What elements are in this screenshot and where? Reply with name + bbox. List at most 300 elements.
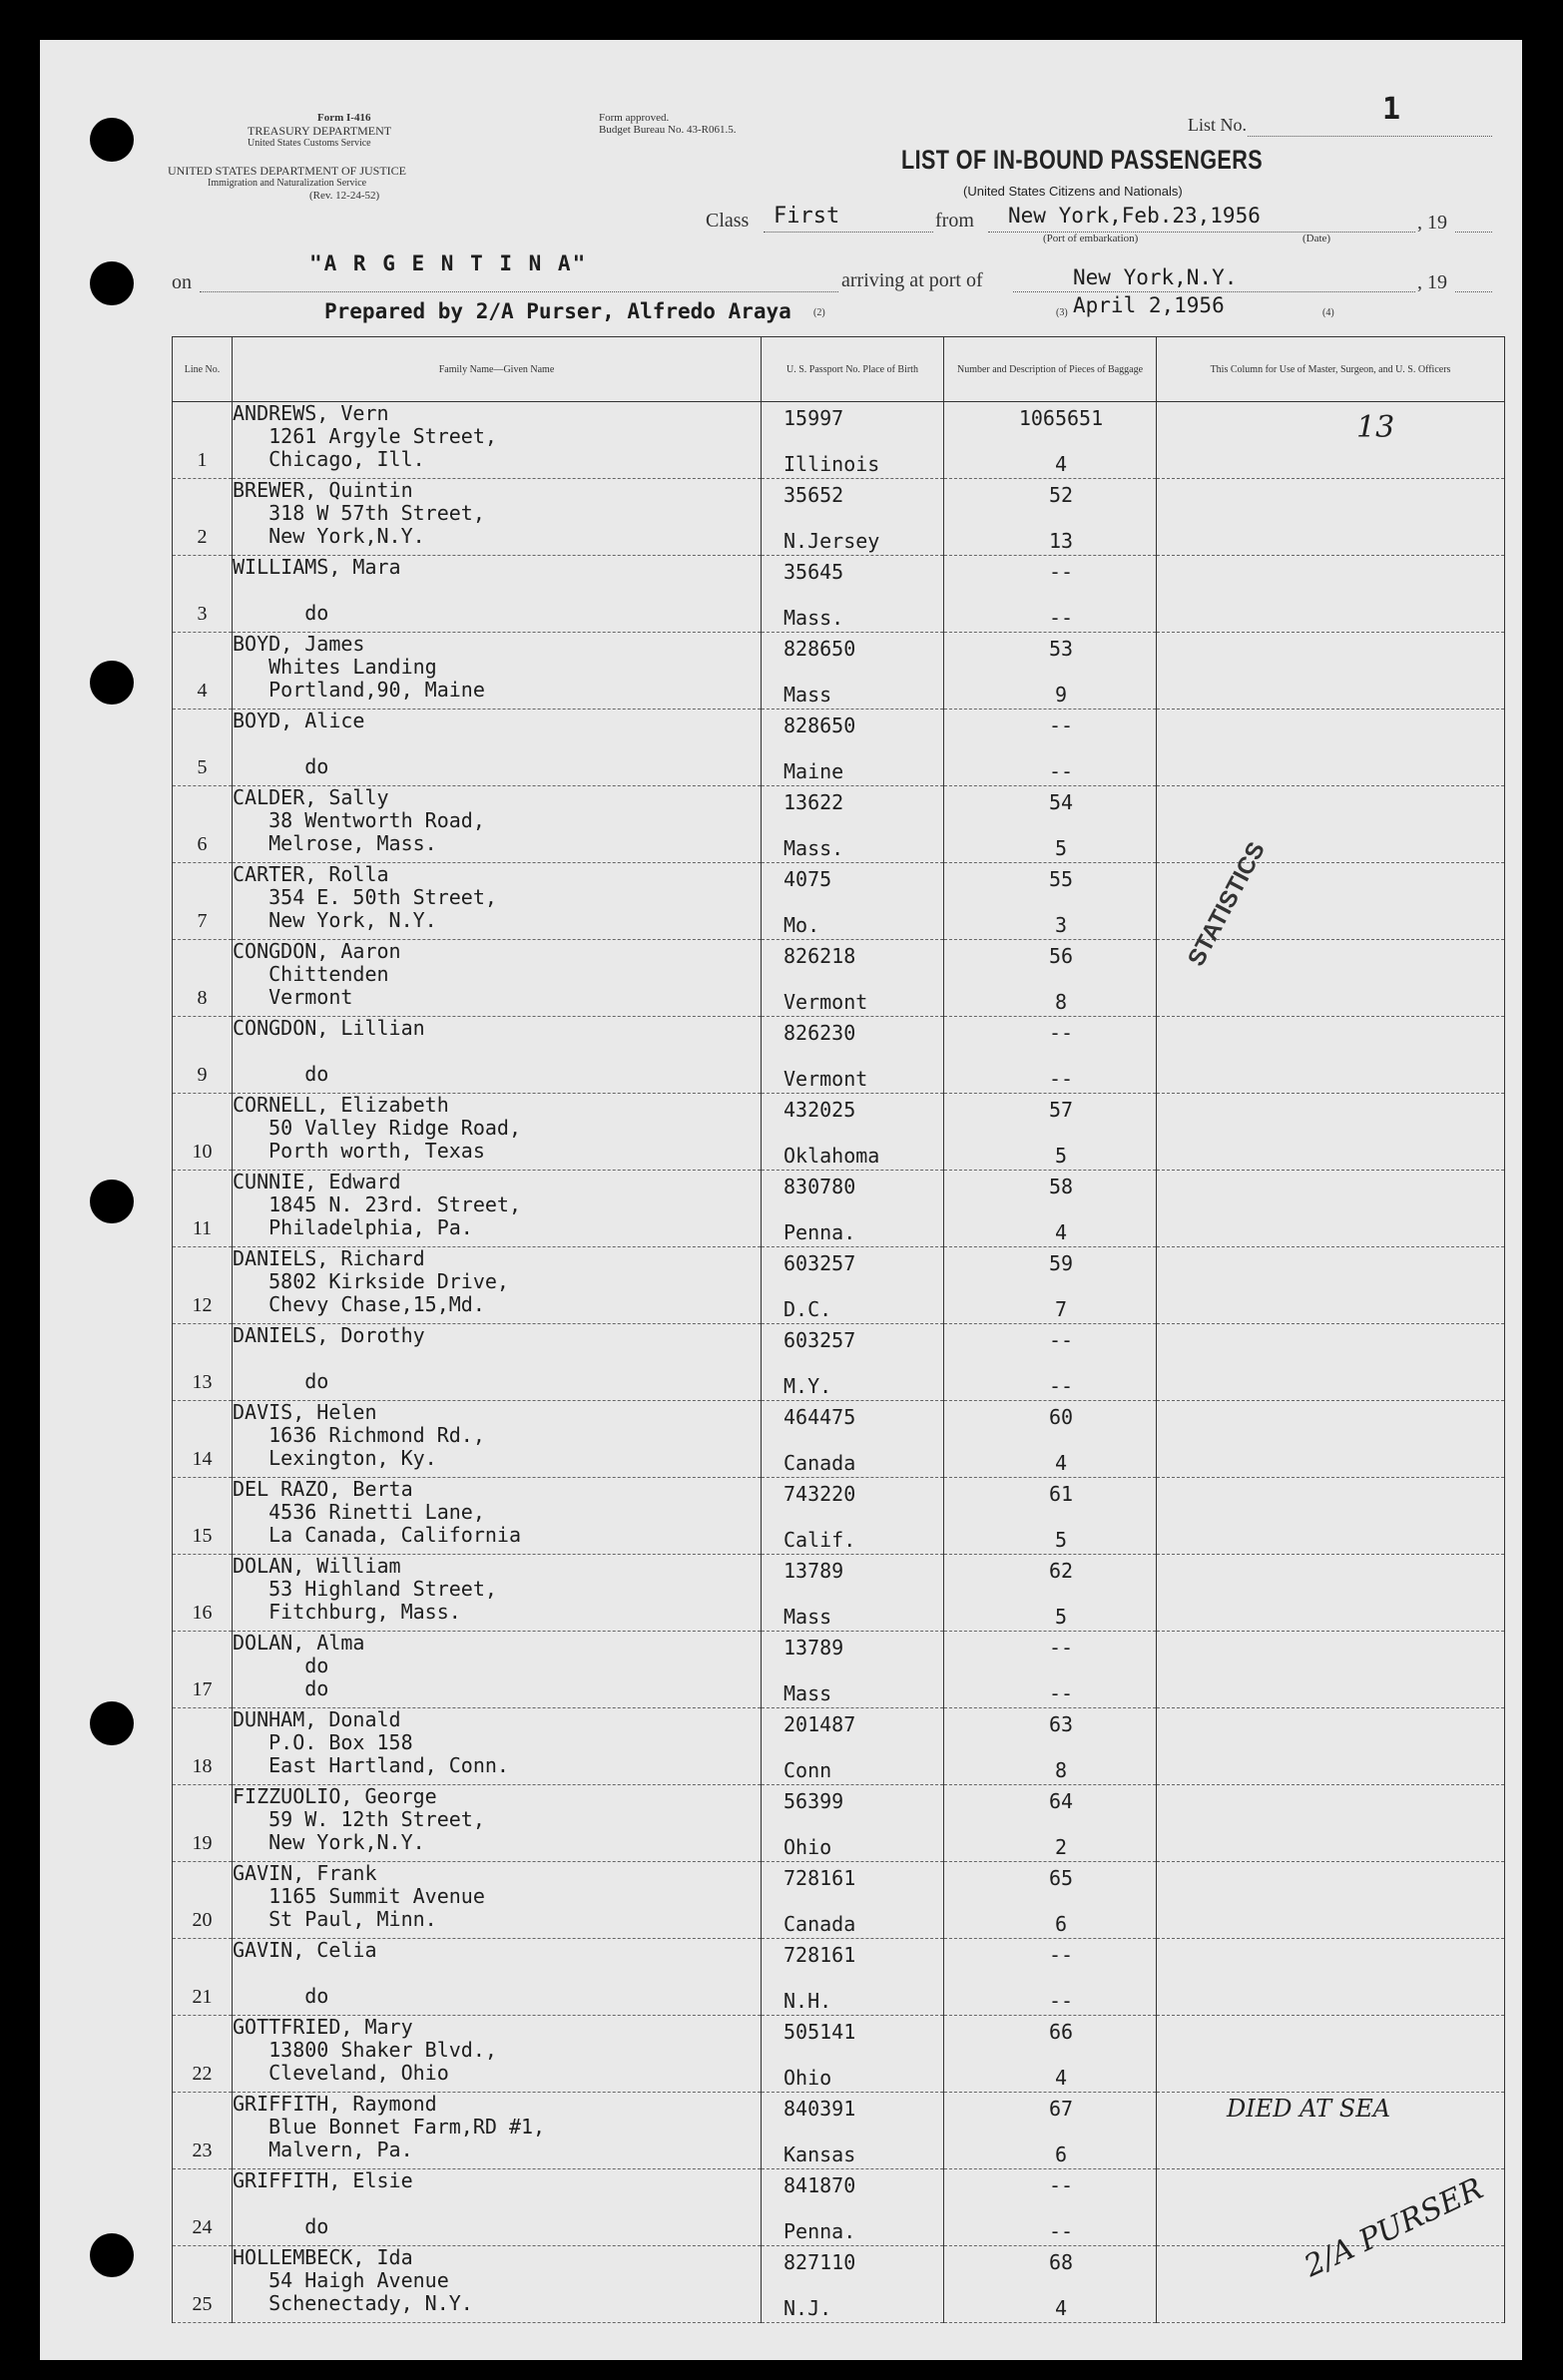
- line-number: 24: [192, 2216, 213, 2238]
- statistics-stamp: STATISTICS: [1183, 837, 1271, 971]
- passport-number: 827110: [783, 2250, 856, 2274]
- list-no-line: [1248, 136, 1492, 137]
- baggage-cell: [944, 1555, 1157, 1632]
- passport-number: 464475: [783, 1405, 856, 1429]
- line-number: 10: [192, 1141, 213, 1163]
- line-number: 11: [192, 1217, 213, 1239]
- passenger-name-address: HOLLEMBECK, Ida 54 Haigh Avenue Schenectady, N.Y.: [233, 2246, 762, 2323]
- place-of-birth: N.Jersey: [783, 529, 880, 553]
- class-label: Class: [706, 210, 750, 232]
- passport-number: 728161: [783, 1943, 856, 1967]
- line-number-cell: [173, 2246, 233, 2323]
- passport-number: 828650: [783, 714, 856, 737]
- place-of-birth: Penna.: [783, 2219, 856, 2243]
- list-no-label: List No.: [1188, 115, 1248, 135]
- table-row: [173, 1171, 1505, 1247]
- port-embarkation-caption: (Port of embarkation): [1043, 233, 1139, 244]
- passport-cell: [762, 1632, 944, 1708]
- baggage-cell: [944, 633, 1157, 710]
- page-subtitle: (United States Citizens and Nationals): [963, 184, 1183, 199]
- passenger-name-address: ANDREWS, Vern 1261 Argyle Street, Chicago, Ill.: [233, 402, 762, 479]
- passport-cell: [762, 1708, 944, 1785]
- baggage-count: 4: [1054, 452, 1068, 476]
- dept-treasury-sub: United States Customs Service: [248, 138, 371, 149]
- passenger-name-address: CARTER, Rolla 354 E. 50th Street, New York, N.Y.: [233, 863, 762, 940]
- baggage-count: 8: [1054, 1758, 1068, 1782]
- baggage-count: --: [1048, 1989, 1074, 2013]
- passport-number: 603257: [783, 1328, 856, 1352]
- table-row: [173, 1017, 1505, 1094]
- line-number-cell: [173, 710, 233, 786]
- line-number-cell: [173, 2016, 233, 2093]
- officer-cell: [1157, 786, 1505, 863]
- revision: (Rev. 12-24-52): [309, 190, 380, 202]
- passport-cell: [762, 786, 944, 863]
- table-row: [173, 1478, 1505, 1555]
- place-of-birth: Ohio: [783, 2066, 832, 2090]
- caption-mark-4: (4): [1322, 307, 1334, 318]
- line-number: 20: [192, 1909, 213, 1931]
- line-number-cell: [173, 479, 233, 556]
- place-of-birth: N.J.: [783, 2296, 832, 2320]
- year-suffix-2: , 19: [1417, 271, 1447, 293]
- line-number-cell: [173, 402, 233, 479]
- table-row: [173, 1708, 1505, 1785]
- col-header-name: Family Name—Given Name: [233, 337, 762, 402]
- baggage-tag: --: [1048, 560, 1074, 584]
- passenger-name-address: BOYD, James Whites Landing Portland,90, Maine: [233, 633, 762, 710]
- table-row: [173, 2169, 1505, 2246]
- baggage-count: 4: [1054, 2066, 1068, 2090]
- on-label: on: [172, 271, 192, 293]
- baggage-count: 8: [1054, 990, 1068, 1014]
- table-row: [173, 633, 1505, 710]
- passport-number: 840391: [783, 2097, 856, 2121]
- line-number: 16: [192, 1602, 213, 1624]
- line-number-cell: [173, 2093, 233, 2169]
- ship-name: "A R G E N T I N A": [309, 251, 588, 275]
- passport-number: 826230: [783, 1021, 856, 1045]
- line-number: 25: [192, 2293, 213, 2315]
- baggage-count: 4: [1054, 2296, 1068, 2320]
- baggage-count: --: [1048, 1374, 1074, 1398]
- baggage-count: 3: [1054, 913, 1068, 937]
- passenger-name-address: WILLIAMS, Mara do: [233, 556, 762, 633]
- dept-justice-sub: Immigration and Naturalization Service: [208, 178, 367, 189]
- passport-cell: [762, 863, 944, 940]
- baggage-tag: 60: [1048, 1405, 1074, 1429]
- passport-cell: [762, 1555, 944, 1632]
- passport-cell: [762, 940, 944, 1017]
- passenger-name-address: DOLAN, William 53 Highland Street, Fitchburg, Mass.: [233, 1555, 762, 1632]
- baggage-tag: --: [1048, 714, 1074, 737]
- officer-cell: [1157, 479, 1505, 556]
- baggage-cell: [944, 1017, 1157, 1094]
- baggage-cell: [944, 2246, 1157, 2323]
- year-suffix-1: , 19: [1417, 212, 1447, 234]
- officer-cell: [1157, 1247, 1505, 1324]
- baggage-cell: [944, 1324, 1157, 1401]
- line-number-cell: [173, 863, 233, 940]
- passport-number: 830780: [783, 1175, 856, 1198]
- table-row: [173, 1632, 1505, 1708]
- line-number-cell: [173, 1632, 233, 1708]
- place-of-birth: Ohio: [783, 1835, 832, 1859]
- place-of-birth: Vermont: [783, 990, 868, 1014]
- officer-cell: [1157, 1862, 1505, 1939]
- line-number: 23: [192, 2140, 213, 2161]
- table-row: [173, 402, 1505, 479]
- baggage-cell: [944, 1478, 1157, 1555]
- passport-number: 56399: [783, 1789, 844, 1813]
- baggage-tag: --: [1048, 1943, 1074, 1967]
- line-number-cell: [173, 786, 233, 863]
- table-row: [173, 1939, 1505, 2016]
- class-value: First: [774, 204, 840, 229]
- baggage-tag: 58: [1048, 1175, 1074, 1198]
- line-number-cell: [173, 633, 233, 710]
- baggage-tag: 53: [1048, 637, 1074, 661]
- line-number-cell: [173, 1401, 233, 1478]
- passport-number: 743220: [783, 1482, 856, 1506]
- passenger-name-address: DANIELS, Dorothy do: [233, 1324, 762, 1401]
- baggage-cell: [944, 940, 1157, 1017]
- table-row: [173, 1094, 1505, 1171]
- officer-cell: [1157, 633, 1505, 710]
- passenger-name-address: CALDER, Sally 38 Wentworth Road, Melrose, Mass.: [233, 786, 762, 863]
- baggage-cell: [944, 710, 1157, 786]
- baggage-tag: 54: [1048, 790, 1074, 814]
- signature-note: 2/A PURSER: [1299, 2170, 1489, 2285]
- dept-justice: UNITED STATES DEPARTMENT OF JUSTICE: [168, 164, 407, 178]
- line-number: 14: [192, 1448, 213, 1470]
- table-row: [173, 940, 1505, 1017]
- line-number: 19: [192, 1832, 213, 1854]
- arrival-port: New York,N.Y.: [1073, 265, 1238, 289]
- passenger-name-address: DAVIS, Helen 1636 Richmond Rd., Lexington, Ky.: [233, 1401, 762, 1478]
- passport-cell: [762, 1862, 944, 1939]
- officer-cell: [1157, 1094, 1505, 1171]
- list-no-value: 1: [1382, 92, 1401, 127]
- officer-cell: [1157, 1708, 1505, 1785]
- place-of-birth: Mass.: [783, 606, 844, 630]
- passport-number: 13789: [783, 1636, 844, 1660]
- baggage-count: --: [1048, 759, 1074, 783]
- line-number-cell: [173, 1785, 233, 1862]
- baggage-count: 5: [1054, 1144, 1068, 1168]
- baggage-cell: [944, 1939, 1157, 2016]
- officer-cell: [1157, 1785, 1505, 1862]
- line-number: 21: [192, 1986, 213, 2008]
- passport-cell: [762, 1478, 944, 1555]
- baggage-count: 9: [1054, 683, 1068, 707]
- baggage-cell: [944, 1708, 1157, 1785]
- passport-cell: [762, 633, 944, 710]
- passport-cell: [762, 1094, 944, 1171]
- officer-cell: [1157, 1324, 1505, 1401]
- baggage-count: 5: [1054, 1528, 1068, 1552]
- baggage-count: 5: [1054, 836, 1068, 860]
- baggage-tag: 63: [1048, 1712, 1074, 1736]
- officer-note: 13: [1356, 410, 1395, 445]
- table-row: [173, 556, 1505, 633]
- baggage-count: 4: [1054, 1220, 1068, 1244]
- baggage-count: 4: [1054, 1451, 1068, 1475]
- date-caption: (Date): [1302, 233, 1331, 244]
- line-number: 12: [192, 1294, 213, 1316]
- passport-number: 603257: [783, 1251, 856, 1275]
- class-line: [764, 232, 933, 233]
- passenger-name-address: CONGDON, Aaron Chittenden Vermont: [233, 940, 762, 1017]
- passenger-name-address: DUNHAM, Donald P.O. Box 158 East Hartland, Conn.: [233, 1708, 762, 1785]
- form-number: Form I-416: [317, 112, 371, 124]
- line-number: 18: [192, 1755, 213, 1777]
- passport-cell: [762, 1171, 944, 1247]
- baggage-cell: [944, 2169, 1157, 2246]
- passenger-name-address: CONGDON, Lillian do: [233, 1017, 762, 1094]
- line-number: 6: [197, 833, 208, 855]
- table-row: [173, 2093, 1505, 2169]
- passport-cell: [762, 2093, 944, 2169]
- passport-number: 828650: [783, 637, 856, 661]
- line-number: 1: [197, 449, 208, 471]
- binder-hole: [90, 1180, 134, 1223]
- line-number: 7: [197, 910, 208, 932]
- place-of-birth: Mass: [783, 1681, 832, 1705]
- place-of-birth: Canada: [783, 1451, 856, 1475]
- place-of-birth: D.C.: [783, 1297, 832, 1321]
- budget-bureau: Budget Bureau No. 43-R061.5.: [599, 124, 737, 136]
- passport-cell: [762, 1247, 944, 1324]
- baggage-tag: --: [1048, 1021, 1074, 1045]
- binder-hole: [90, 2233, 134, 2277]
- baggage-cell: [944, 1632, 1157, 1708]
- table-row: [173, 710, 1505, 786]
- officer-cell: [1157, 1017, 1505, 1094]
- baggage-cell: [944, 1785, 1157, 1862]
- table-row: [173, 1324, 1505, 1401]
- baggage-tag: 67: [1048, 2097, 1074, 2121]
- passport-number: 15997: [783, 406, 844, 430]
- passport-cell: [762, 1785, 944, 1862]
- passport-cell: [762, 2246, 944, 2323]
- place-of-birth: Mass.: [783, 836, 844, 860]
- col-header-line: Line No.: [173, 337, 233, 402]
- passport-number: 13622: [783, 790, 844, 814]
- passport-cell: [762, 2169, 944, 2246]
- place-of-birth: N.H.: [783, 1989, 832, 2013]
- from-value: New York,Feb.23,1956: [1008, 204, 1261, 228]
- arriving-label: arriving at port of: [841, 269, 983, 291]
- officer-note: DIED AT SEA: [1227, 2095, 1391, 2123]
- place-of-birth: Calif.: [783, 1528, 856, 1552]
- officer-cell: [1157, 556, 1505, 633]
- passenger-name-address: FIZZUOLIO, George 59 W. 12th Street, New York,N.Y.: [233, 1785, 762, 1862]
- year-line-1: [1455, 232, 1492, 233]
- line-number: 15: [192, 1525, 213, 1547]
- binder-hole: [90, 1701, 134, 1745]
- baggage-tag: 1065651: [1018, 406, 1104, 430]
- passport-cell: [762, 1017, 944, 1094]
- passport-number: 35645: [783, 560, 844, 584]
- baggage-cell: [944, 786, 1157, 863]
- table-row: [173, 1401, 1505, 1478]
- table-row: [173, 786, 1505, 863]
- passport-number: 432025: [783, 1098, 856, 1122]
- passport-cell: [762, 710, 944, 786]
- passenger-name-address: BREWER, Quintin 318 W 57th Street, New York,N.Y.: [233, 479, 762, 556]
- baggage-cell: [944, 2016, 1157, 2093]
- place-of-birth: Mass: [783, 1605, 832, 1629]
- passenger-table: [172, 336, 1505, 2323]
- binder-hole: [90, 261, 134, 305]
- passenger-name-address: BOYD, Alice do: [233, 710, 762, 786]
- baggage-tag: 61: [1048, 1482, 1074, 1506]
- page-title: LIST OF IN-BOUND PASSENGERS: [901, 145, 1264, 175]
- table-row: [173, 1862, 1505, 1939]
- passport-cell: [762, 479, 944, 556]
- line-number-cell: [173, 556, 233, 633]
- place-of-birth: Vermont: [783, 1067, 868, 1091]
- passport-number: 728161: [783, 1866, 856, 1890]
- line-number-cell: [173, 1478, 233, 1555]
- passenger-name-address: GRIFFITH, Elsie do: [233, 2169, 762, 2246]
- passport-cell: [762, 1324, 944, 1401]
- baggage-count: 13: [1048, 529, 1074, 553]
- baggage-count: 2: [1054, 1835, 1068, 1859]
- passport-number: 35652: [783, 483, 844, 507]
- line-number-cell: [173, 2169, 233, 2246]
- baggage-tag: 68: [1048, 2250, 1074, 2274]
- place-of-birth: Mass: [783, 683, 832, 707]
- baggage-cell: [944, 1247, 1157, 1324]
- line-number: 17: [192, 1678, 213, 1700]
- arrival-date: April 2,1956: [1073, 293, 1225, 317]
- line-number-cell: [173, 1017, 233, 1094]
- officer-cell: [1157, 2016, 1505, 2093]
- baggage-tag: 65: [1048, 1866, 1074, 1890]
- officer-cell: [1157, 402, 1505, 479]
- table-row: [173, 1785, 1505, 1862]
- passenger-name-address: CUNNIE, Edward 1845 N. 23rd. Street, Philadelphia, Pa.: [233, 1171, 762, 1247]
- passenger-name-address: GAVIN, Frank 1165 Summit Avenue St Paul, Minn.: [233, 1862, 762, 1939]
- table-header-row: [173, 337, 1505, 402]
- form-approved: Form approved.: [599, 112, 670, 124]
- arrival-port-line: [1013, 291, 1415, 292]
- baggage-count: --: [1048, 2219, 1074, 2243]
- baggage-tag: 57: [1048, 1098, 1074, 1122]
- passenger-name-address: CORNELL, Elizabeth 50 Valley Ridge Road, Porth worth, Texas: [233, 1094, 762, 1171]
- line-number: 13: [192, 1371, 213, 1393]
- passenger-name-address: GRIFFITH, Raymond Blue Bonnet Farm,RD #1, Malvern, Pa.: [233, 2093, 762, 2169]
- baggage-tag: 62: [1048, 1559, 1074, 1583]
- passport-number: 505141: [783, 2020, 856, 2044]
- officer-cell: [1157, 710, 1505, 786]
- baggage-count: 6: [1054, 1912, 1068, 1936]
- passenger-name-address: GAVIN, Celia do: [233, 1939, 762, 2016]
- baggage-count: --: [1048, 606, 1074, 630]
- caption-mark-2: (2): [813, 307, 825, 318]
- line-number: 2: [197, 526, 208, 548]
- passport-number: 841870: [783, 2173, 856, 2197]
- place-of-birth: M.Y.: [783, 1374, 832, 1398]
- table-row: [173, 1247, 1505, 1324]
- table-row: [173, 2016, 1505, 2093]
- col-header-passport: U. S. Passport No. Place of Birth: [762, 337, 944, 402]
- place-of-birth: Illinois: [783, 452, 880, 476]
- year-line-2: [1455, 291, 1492, 292]
- baggage-tag: --: [1048, 2173, 1074, 2197]
- line-number-cell: [173, 1094, 233, 1171]
- line-number: 5: [197, 756, 208, 778]
- officer-cell: [1157, 2093, 1505, 2169]
- passport-cell: [762, 2016, 944, 2093]
- baggage-cell: [944, 556, 1157, 633]
- baggage-tag: --: [1048, 1636, 1074, 1660]
- baggage-tag: 52: [1048, 483, 1074, 507]
- baggage-count: 5: [1054, 1605, 1068, 1629]
- officer-cell: [1157, 1632, 1505, 1708]
- line-number: 9: [197, 1064, 208, 1086]
- line-number-cell: [173, 1171, 233, 1247]
- table-row: [173, 479, 1505, 556]
- place-of-birth: Maine: [783, 759, 844, 783]
- passport-number: 826218: [783, 944, 856, 968]
- line-number: 22: [192, 2063, 213, 2085]
- baggage-tag: 59: [1048, 1251, 1074, 1275]
- table-row: [173, 863, 1505, 940]
- baggage-count: 7: [1054, 1297, 1068, 1321]
- dept-treasury: TREASURY DEPARTMENT: [248, 124, 392, 138]
- baggage-cell: [944, 863, 1157, 940]
- col-header-baggage: Number and Description of Pieces of Baggage: [944, 337, 1157, 402]
- passport-cell: [762, 556, 944, 633]
- passport-number: 4075: [783, 867, 832, 891]
- place-of-birth: Mo.: [783, 913, 820, 937]
- passport-number: 13789: [783, 1559, 844, 1583]
- baggage-count: --: [1048, 1067, 1074, 1091]
- line-number-cell: [173, 1708, 233, 1785]
- passport-number: 201487: [783, 1712, 856, 1736]
- passenger-name-address: DOLAN, Alma do do: [233, 1632, 762, 1708]
- place-of-birth: Canada: [783, 1912, 856, 1936]
- baggage-cell: [944, 1094, 1157, 1171]
- line-number-cell: [173, 940, 233, 1017]
- baggage-tag: 56: [1048, 944, 1074, 968]
- baggage-tag: 66: [1048, 2020, 1074, 2044]
- binder-hole: [90, 118, 134, 162]
- prepared-by: Prepared by 2/A Purser, Alfredo Araya: [324, 299, 791, 323]
- passport-cell: [762, 1939, 944, 2016]
- caption-mark-3: (3): [1056, 307, 1068, 318]
- place-of-birth: Conn: [783, 1758, 832, 1782]
- baggage-tag: 64: [1048, 1789, 1074, 1813]
- officer-cell: [1157, 1171, 1505, 1247]
- baggage-cell: [944, 2093, 1157, 2169]
- line-number-cell: [173, 1862, 233, 1939]
- officer-cell: [1157, 1401, 1505, 1478]
- passenger-name-address: GOTTFRIED, Mary 13800 Shaker Blvd., Cleveland, Ohio: [233, 2016, 762, 2093]
- line-number-cell: [173, 1939, 233, 2016]
- binder-hole: [90, 661, 134, 705]
- baggage-tag: --: [1048, 1328, 1074, 1352]
- line-number-cell: [173, 1324, 233, 1401]
- on-line: [200, 291, 838, 292]
- baggage-cell: [944, 479, 1157, 556]
- passport-cell: [762, 402, 944, 479]
- baggage-cell: [944, 1862, 1157, 1939]
- baggage-count: 6: [1054, 2142, 1068, 2166]
